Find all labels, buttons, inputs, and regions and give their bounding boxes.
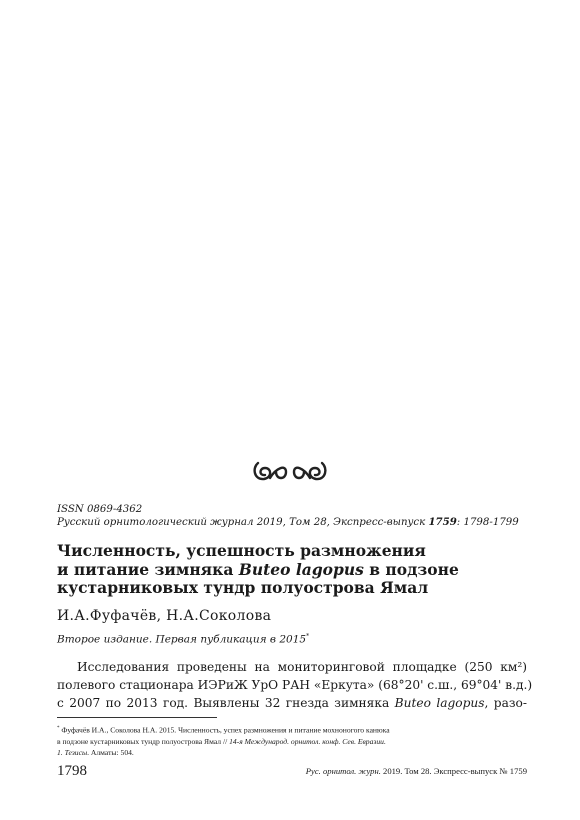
body-line-3-pre: с 2007 по 2013 год. Выявлены 32 гнезда зимняка	[57, 696, 395, 710]
title-line-2	[57, 561, 527, 580]
edition-note	[57, 633, 309, 646]
title-species: Buteo lagopus	[238, 559, 364, 579]
title-line-2-pre: и питание зимняка	[57, 559, 239, 579]
title-line-2-post: в подзоне	[363, 559, 459, 579]
footnote-rule	[57, 717, 217, 718]
footnote	[57, 723, 527, 758]
footnote-volume: 1. Тезисы	[57, 747, 88, 757]
title-line-3: кустарниковых тундр полуострова Ямал	[57, 578, 429, 597]
footnote-mark: *	[57, 726, 60, 731]
footnote-line-1	[57, 723, 527, 736]
title-line-1: Численность, успешность размножения	[57, 541, 426, 560]
running-journal: Рус. орнитол. журн.	[305, 766, 381, 776]
edition-text: Второе издание. Первая публикация в 2015	[57, 633, 307, 646]
page-number: 1798	[57, 763, 87, 779]
footnote-conference: 14-я Международ. орнитол. конф. Сев. Евразии.	[229, 736, 386, 746]
journal-citation-prefix: Русский орнитологический журнал 2019, Том 28, Экспресс-выпуск	[57, 517, 429, 528]
body-line-3	[57, 694, 527, 712]
running-footer	[240, 766, 527, 776]
body-line-2: полевого стационара ИЭРиЖ УрО РАН «Еркута» (68°20' с.ш., 69°04' в.д.)	[57, 678, 533, 692]
footnote-line-3	[57, 747, 527, 758]
running-issue: 2019. Том 28. Экспресс-выпуск № 1759	[380, 766, 527, 776]
journal-citation-pages: : 1798-1799	[456, 517, 519, 528]
footnote-marker: *	[306, 633, 310, 640]
body-line-1: Исследования проведены на мониторинговой площадке (250 км²)	[77, 660, 527, 674]
journal-citation	[57, 516, 527, 529]
double-fleuron-icon	[250, 458, 330, 484]
footnote-line-2	[57, 736, 527, 747]
issue-number: 1759	[428, 516, 457, 528]
authors: И.А.Фуфачёв, Н.А.Соколова	[57, 608, 272, 624]
footnote-text-1: Фуфачёв И.А., Соколова Н.А. 2015. Численность, успех размножения и питание мохноногого канюка	[61, 725, 390, 735]
article-title	[57, 542, 527, 598]
body-species: Buteo lagopus	[394, 696, 485, 710]
footnote-text-2: в подзоне кустарниковых тундр полуострова Ямал //	[57, 736, 230, 746]
footnote-publisher: . Алматы: 504.	[87, 747, 134, 757]
body-line-3-post: , разо-	[484, 696, 527, 710]
ornament-divider	[0, 458, 580, 489]
issn: ISSN 0869-4362	[57, 504, 143, 515]
publication-meta	[57, 503, 527, 529]
body-text	[57, 658, 533, 712]
